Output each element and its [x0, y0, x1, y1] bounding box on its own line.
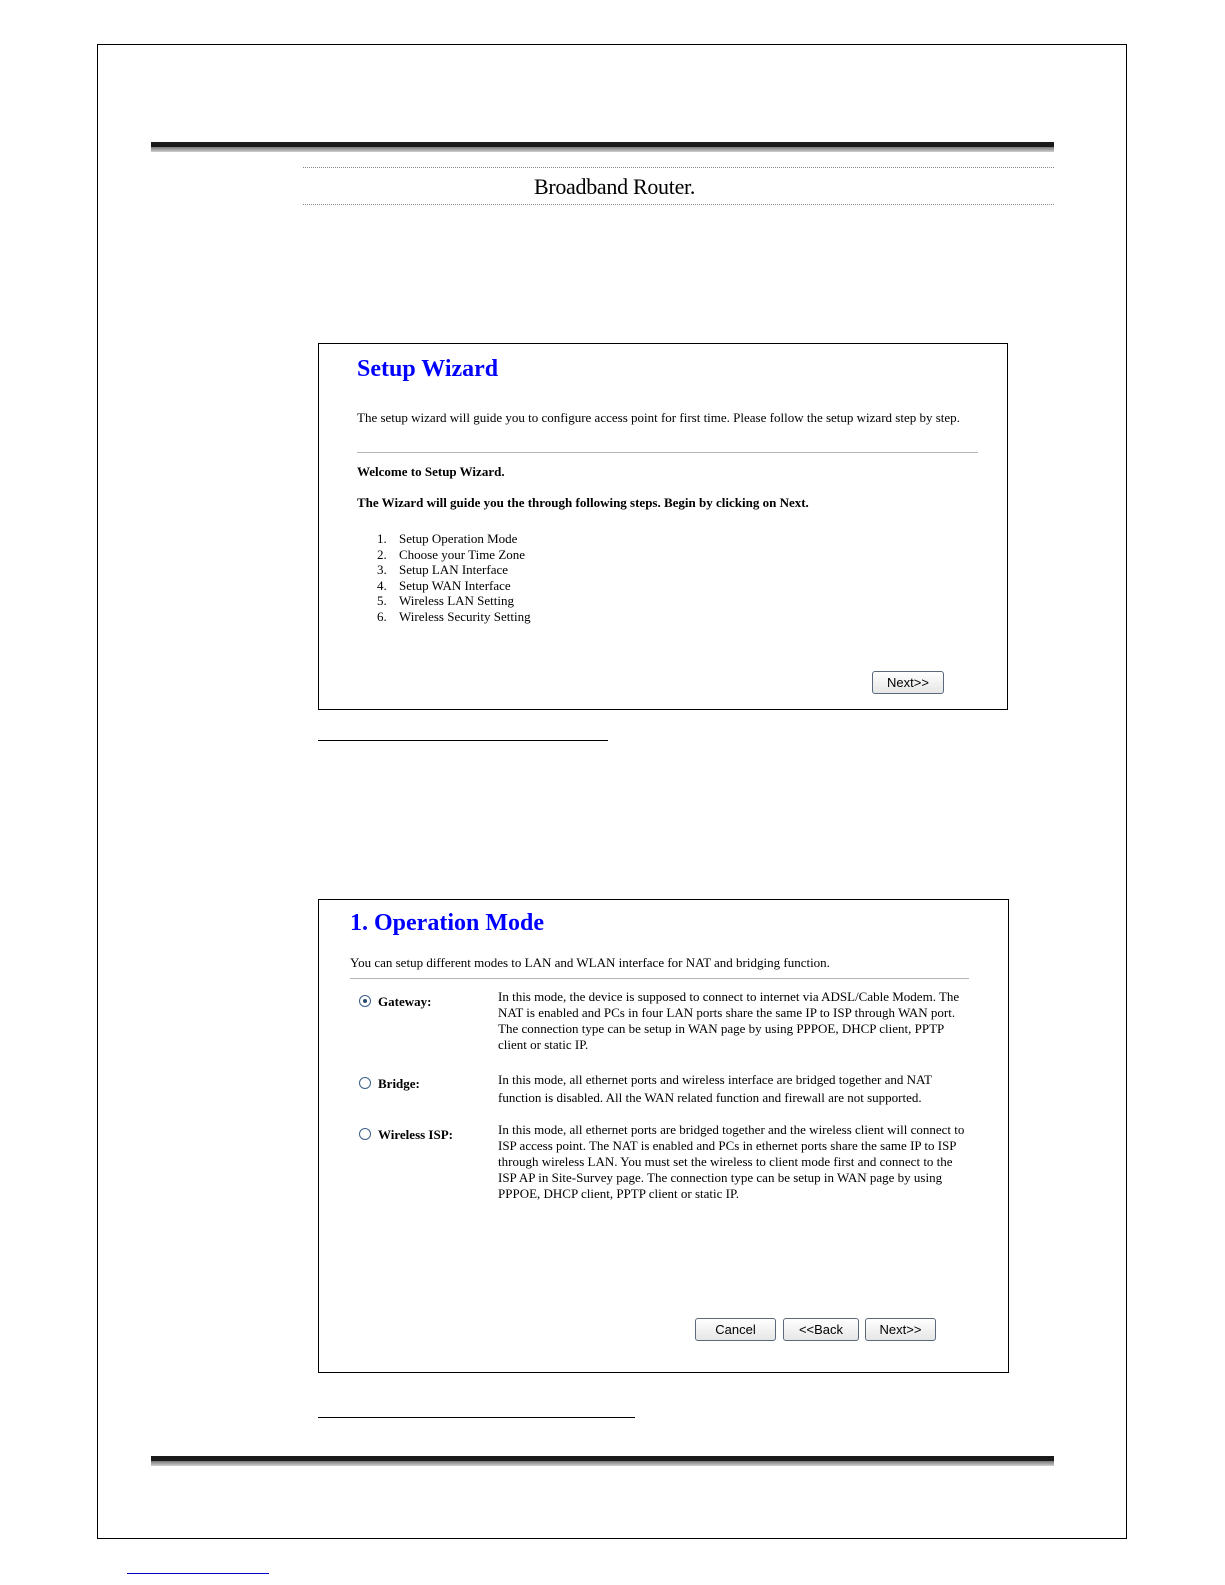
list-item: 1. Setup Operation Mode — [377, 531, 518, 546]
setup-wizard-screenshot — [318, 343, 1008, 710]
header-rule — [151, 142, 1054, 152]
list-item: 6. Wireless Security Setting — [377, 608, 531, 624]
bridge-description: In this mode, all ethernet ports and wireless interface are bridged together and NAT function is disabled. All the WAN related function and firewall are not supported. — [498, 1072, 932, 1105]
wireless-isp-label: Wireless ISP: — [378, 1127, 453, 1142]
bridge-radio[interactable] — [359, 1077, 371, 1089]
setup-wizard-intro: The setup wizard will guide you to configure access point for first time. Please follow the setup wizard step by step. — [357, 410, 960, 425]
list-item: 4. Setup WAN Interface — [377, 577, 511, 593]
header-dotted-bottom — [303, 204, 1054, 205]
gateway-label: Gateway: — [378, 994, 432, 1009]
guide-text: The Wizard will guide you the through following steps. Begin by clicking on Next. — [357, 495, 809, 510]
caption-underline — [318, 740, 608, 741]
operation-mode-screenshot — [318, 899, 1009, 1373]
page-header-title: Broadband Router. — [533, 174, 696, 199]
footer-rule — [151, 1456, 1054, 1466]
setup-wizard-title: Setup Wizard — [357, 356, 499, 382]
next-button[interactable]: Next>> — [872, 671, 944, 694]
operation-mode-intro: You can setup different modes to LAN and WLAN interface for NAT and bridging function. — [350, 955, 830, 970]
caption-underline — [318, 1417, 635, 1418]
next-button[interactable]: Next>> — [865, 1318, 936, 1341]
divider — [357, 452, 978, 453]
list-item: 5. Wireless LAN Setting — [377, 593, 515, 609]
divider — [350, 978, 969, 979]
gateway-description: In this mode, the device is supposed to connect to internet via ADSL/Cable Modem. The NAT is enabled and PCs in four LAN ports share the same IP to ISP through WAN port. The connection type can be setup in WAN page by using PPPOE, DHCP client, PPTP client or static IP. — [498, 989, 960, 1052]
bridge-label: Bridge: — [378, 1076, 420, 1091]
operation-mode-title: 1. Operation Mode — [350, 910, 544, 936]
wireless-isp-description: In this mode, all ethernet ports are bridged together and the wireless client will connect to ISP access point. The NAT is enabled and PCs in ethernet ports share the same IP to ISP through wireless LAN. You must set the wireless to client mode first and connect to the ISP AP in Site-Survey page. The connection type can be setup in WAN page by using PPPOE, DHCP client, PPTP client or static IP. — [498, 1122, 965, 1201]
cancel-button[interactable]: Cancel — [695, 1318, 776, 1341]
steps-list — [377, 531, 531, 625]
gateway-radio[interactable] — [359, 995, 371, 1007]
welcome-text: Welcome to Setup Wizard. — [357, 464, 505, 479]
list-item: 2. Choose your Time Zone — [377, 546, 526, 562]
back-button[interactable]: <<Back — [783, 1318, 859, 1341]
header-dotted-top — [303, 167, 1054, 168]
list-item: 3. Setup LAN Interface — [377, 562, 509, 578]
footer-link-underline — [127, 1573, 269, 1574]
wireless-isp-radio[interactable] — [359, 1128, 371, 1140]
